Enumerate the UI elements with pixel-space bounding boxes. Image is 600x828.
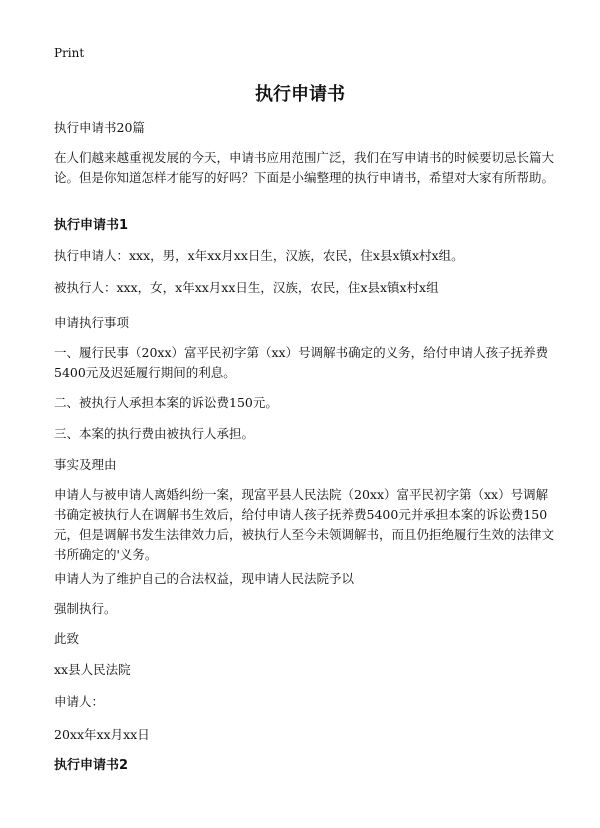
document-subtitle: 执行申请书20篇 — [54, 120, 145, 135]
facts-paragraph: 申请人与被申请人离婚纠纷一案，现富平县人民法院（20xx）富平民初字第（xx）号调解书确定被执行人在调解书生效后，给付申请人孩子抚养费5400元并承担本案的诉讼费150元，但是调解书发生法律效力后，被执行人至今未领调解书，而且仍拒绝履行生效的法律文书所确定的'义务。 — [54, 487, 555, 562]
request-line-1: 申请人为了维护自己的合法权益，现申请人民法院予以 — [54, 571, 355, 586]
matter-item-1: 一、履行民事（20xx）富平民初字第（xx）号调解书确定的义务，给付申请人孩子抚养费5400元及迟延履行期间的利息。 — [54, 345, 549, 380]
print-label: Print — [54, 46, 85, 60]
applicant-info: 执行申请人：xxx，男，x年xx月xx日生，汉族，农民，住x县x镇x村x组。 — [54, 248, 464, 263]
request-line-2: 强制执行。 — [54, 601, 117, 616]
salutation: 此致 — [54, 631, 80, 646]
facts-heading: 事实及理由 — [54, 457, 117, 472]
section2-heading: 执行申请书2 — [54, 758, 129, 773]
intro-paragraph: 在人们越来越重视发展的今天，申请书应用范围广泛，我们在写申请书的时候要切忌长篇大论。但是你知道怎样才能写的好吗？下面是小编整理的执行申请书，希望对大家有所帮助。 — [54, 150, 555, 185]
respondent-info: 被执行人：xxx，女，x年xx月xx日生，汉族，农民，住x县x镇x村x组 — [54, 280, 439, 295]
signature-label: 申请人： — [54, 694, 105, 709]
matter-item-3: 三、本案的执行费由被执行人承担。 — [54, 426, 255, 441]
court-name: xx县人民法院 — [54, 662, 131, 677]
matters-heading: 申请执行事项 — [54, 315, 130, 330]
matter-item-2: 二、被执行人承担本案的诉讼费150元。 — [54, 395, 278, 410]
document-title: 执行申请书 — [255, 84, 345, 105]
document-date: 20xx年xx月xx日 — [54, 727, 150, 742]
section1-heading: 执行申请书1 — [54, 218, 129, 233]
